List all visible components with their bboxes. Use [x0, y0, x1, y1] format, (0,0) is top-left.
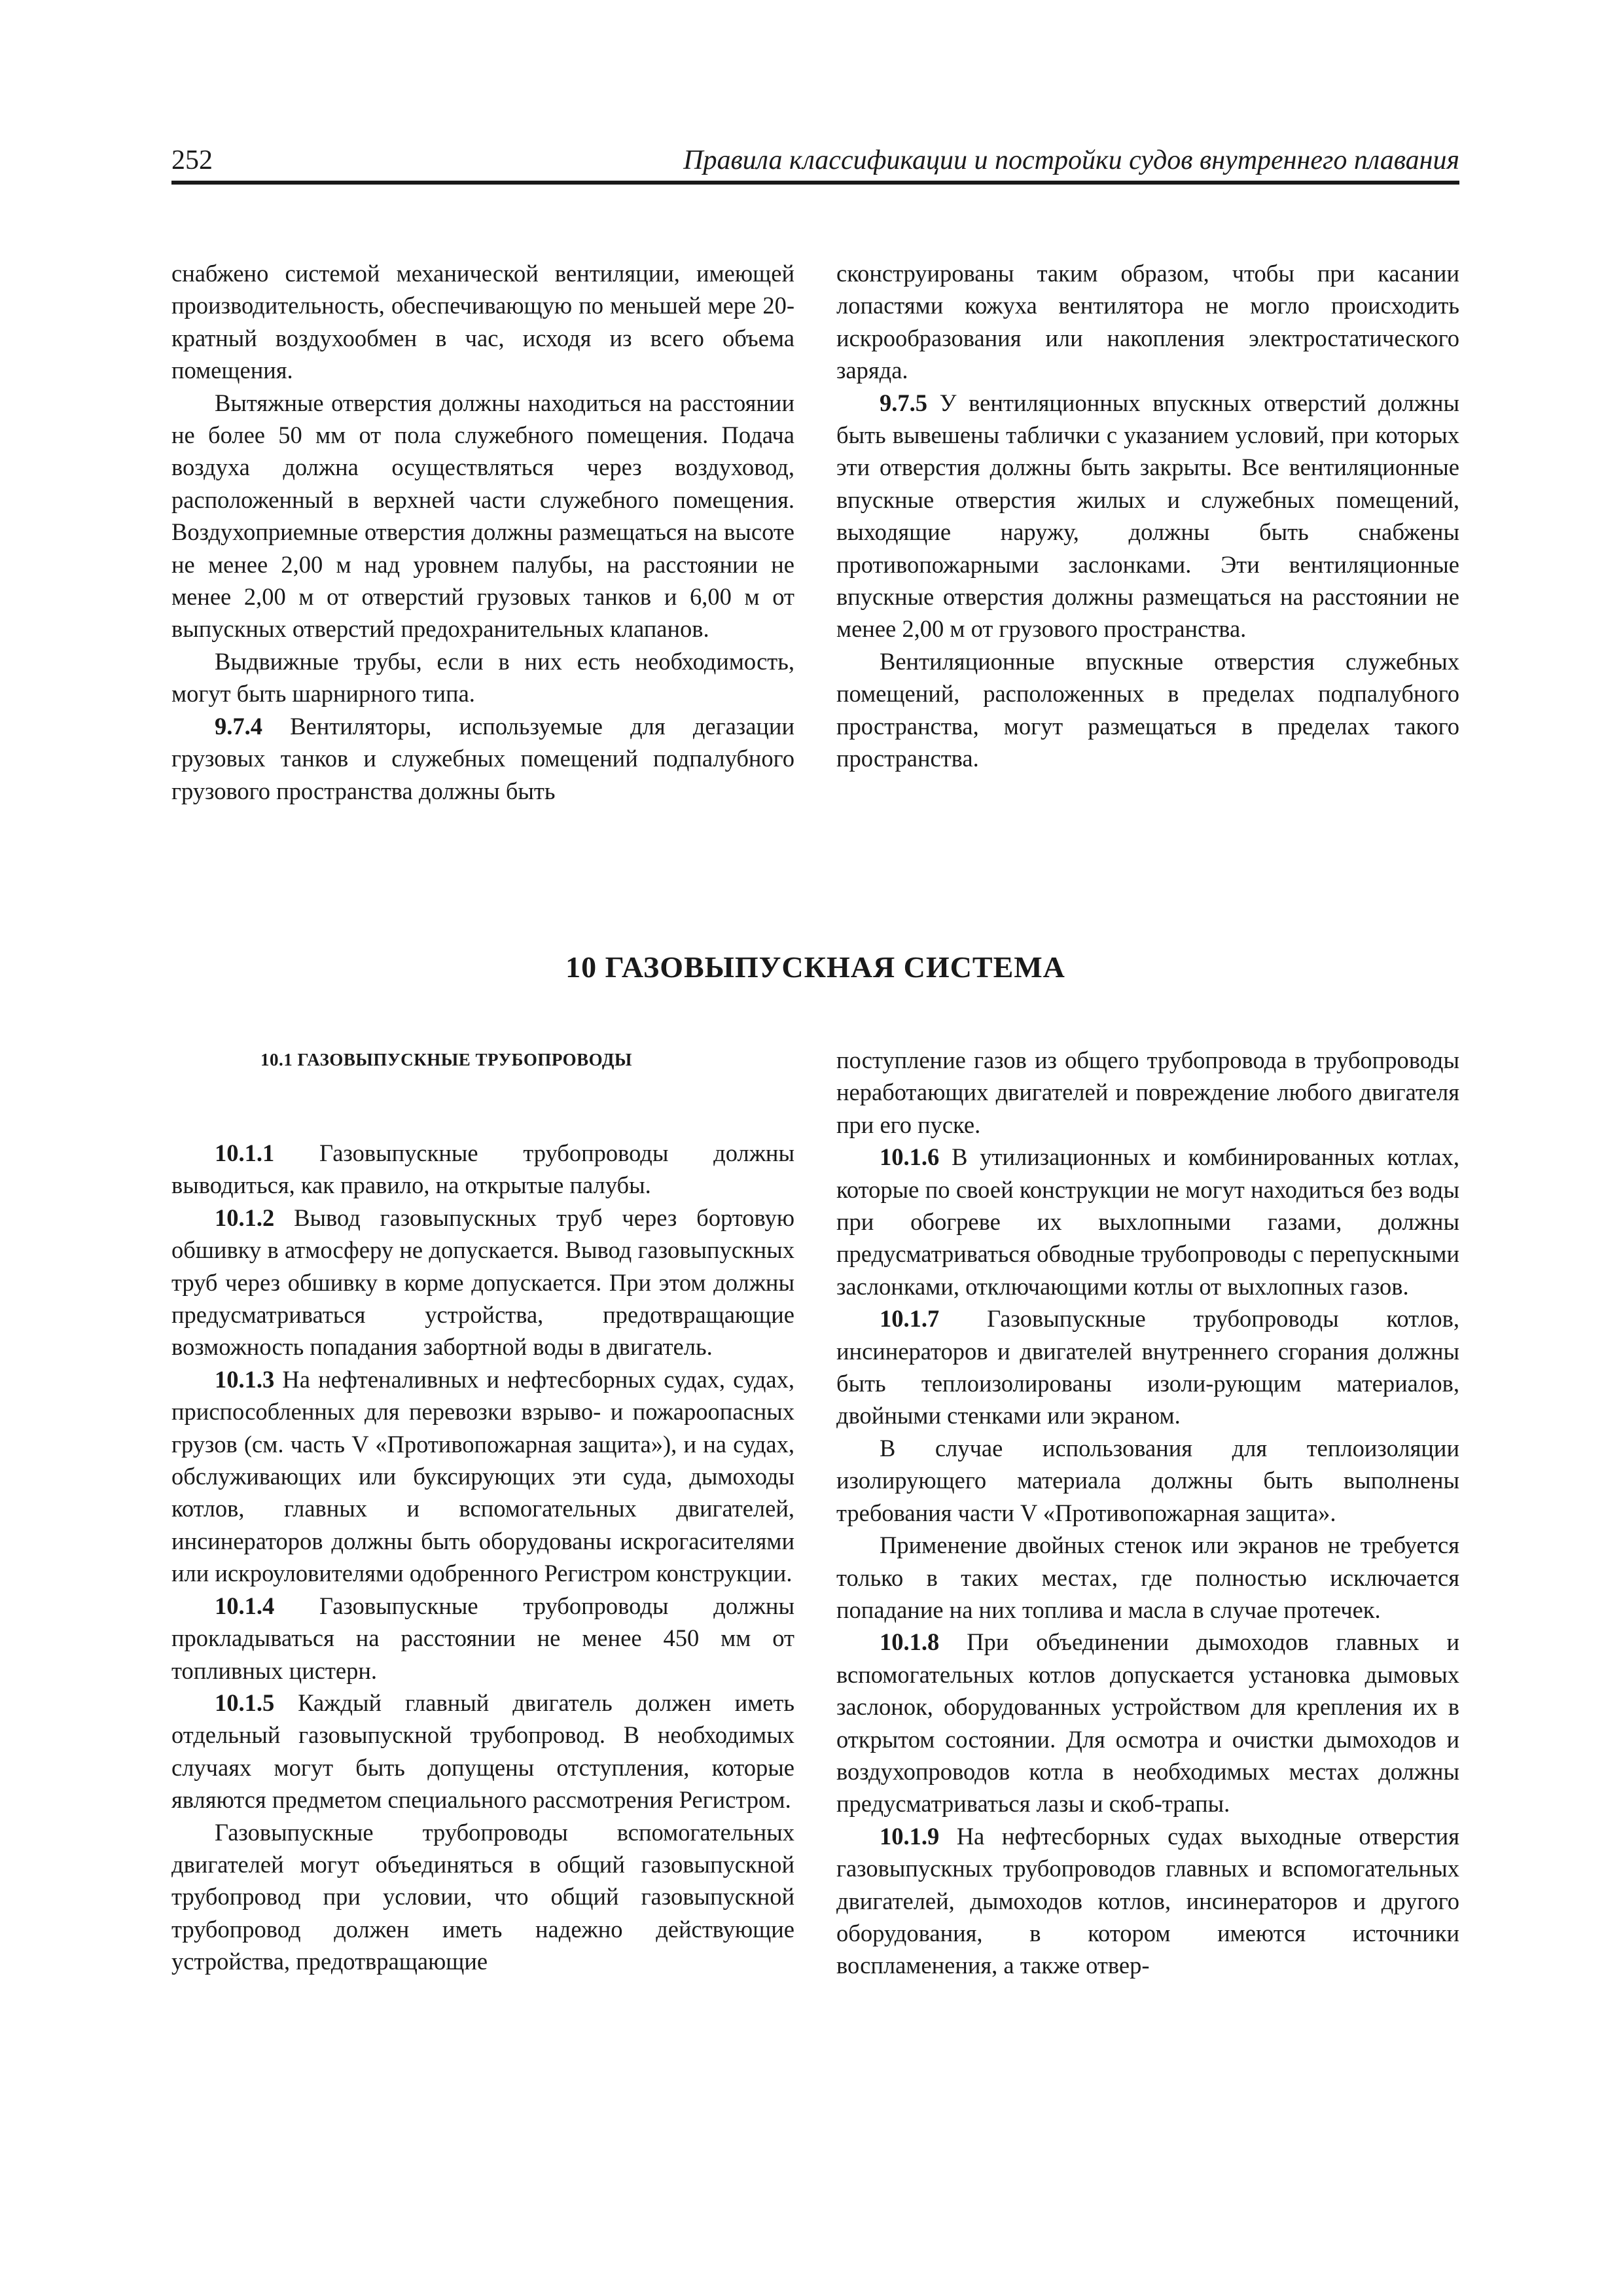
top-left-column — [171, 257, 794, 807]
running-title: Правила классификации и постройки судов внутреннего плавания — [683, 145, 1459, 175]
paragraph: сконструированы таким образом, чтобы при касании лопастями кожуха вентилятора не могло происходить искрообразования или накопления электростатического заряда. — [836, 260, 1459, 384]
top-right-column — [836, 257, 1459, 775]
bottom-right-column — [836, 1044, 1459, 1982]
paragraph-9-7-4: 9.7.4 Вентиляторы, используемые для дегазации грузовых танков и служебных помещений подпалубного грузового пространства должны быть — [171, 712, 794, 804]
paragraph: Выдвижные трубы, если в них есть необходимость, могут быть шарнирного типа. — [171, 647, 794, 708]
section-title: 10.1 ГАЗОВЫПУСКНЫЕ ТРУБОПРОВОДЫ — [260, 1050, 632, 1069]
paragraph: Применение двойных стенок или экранов не требуется только в таких местах, где полностью исключается попадание на них топлива и масла в случае протечек. — [836, 1532, 1459, 1623]
paragraph-10-1-9: 10.1.9 На нефтесборных судах выходные отверстия газовыпускных трубопроводов главных и вспомогательных двигателей, дымоходов котлов, инсинераторов и другого оборудования, в котором имеются источники воспламенения, а также отвер- — [836, 1822, 1459, 1979]
paragraph-10-1-5: 10.1.5 Каждый главный двигатель должен иметь отдельный газовыпускной трубопровод. В необходимых случаях могут быть допущены отступления, которые являются предметом специального рассмотрения Регистром. — [171, 1689, 794, 1814]
paragraph-10-1-6: 10.1.6 В утилизационных и комбинированных котлах, которые по своей конструкции не могут находиться без воды при обогреве их выхлопными газами, должны предусматриваться обводные трубопроводы с перепускными заслонками, отключающими котлы от выхлопных газов. — [836, 1143, 1459, 1300]
chapter-title: 10 ГАЗОВЫПУСКНАЯ СИСТЕМА — [565, 950, 1065, 984]
paragraph-10-1-8: 10.1.8 При объединении дымоходов главных и вспомогательных котлов допускается установка дымовых заслонок, оборудованных устройством для крепления их в открытом состоянии. Для осмотра и очистки дымоходов и воздухопроводов котла в необходимых местах должны предусматриваться лазы и скоб-трапы. — [836, 1628, 1459, 1818]
paragraph: Вентиляционные впускные отверстия служебных помещений, расположенных в пределах подпалубного пространства, могут размещаться в пределах такого пространства. — [836, 647, 1459, 772]
paragraph: поступление газов из общего трубопровода в трубопроводы неработающих двигателей и повреждение любого двигателя при его пуске. — [836, 1047, 1459, 1138]
paragraph-9-7-5: 9.7.5 У вентиляционных впускных отверстий должны быть вывешены таблички с указанием условий, при которых эти отверстия должны быть закрыты. Все вентиляционные впускные отверстия жилых и служебных помещений, выходящие наружу, должны быть снабжены противопожарными заслонками. Эти вентиляционные впускные отверстия должны размещаться на расстоянии не менее 2,00 м от грузового пространства. — [836, 389, 1459, 643]
page-header — [171, 143, 1459, 185]
paragraph-10-1-4: 10.1.4 Газовыпускные трубопроводы должны прокладываться на расстоянии не менее 450 мм от топливных цистерн. — [171, 1592, 794, 1684]
paragraph: Вытяжные отверстия должны находиться на расстоянии не более 50 мм от пола служебного помещения. Подача воздуха должна осуществляться через воздуховод, расположенный в верхней части служебного помещения. Воздухоприемные отверстия должны размещаться на высоте не менее 2,00 м над уровнем палубы, на расстоянии не менее 2,00 м от отверстий грузовых танков и 6,00 м от выпускных отверстий предохранительных клапанов. — [171, 389, 794, 643]
paragraph-10-1-2: 10.1.2 Вывод газовыпускных труб через бортовую обшивку в атмосферу не допускается. Вывод газовыпускных труб через обшивку в корме допускается. При этом должны предусматриваться устройства, предотвращающие возможность попадания забортной воды в двигатель. — [171, 1204, 794, 1361]
paragraph-10-1-7: 10.1.7 Газовыпускные трубопроводы котлов, инсинераторов и двигателей внутреннего сгорания должны быть теплоизолированы изоли-рующим материалов, двойными стенками или экраном. — [836, 1305, 1459, 1429]
paragraph: Газовыпускные трубопроводы вспомогательных двигателей могут объединяться в общий газовыпускной трубопровод при условии, что общий газовыпускной трубопровод должен иметь надежно действующие устройства, предотвращающие — [171, 1818, 794, 1975]
paragraph: снабжено системой механической вентиляции, имеющей производительность, обеспечивающую по меньшей мере 20-кратный воздухообмен в час, исходя из всего объема помещения. — [171, 260, 794, 384]
bottom-left-column — [171, 1044, 794, 1978]
page-number: 252 — [171, 145, 213, 175]
paragraph-10-1-1: 10.1.1 Газовыпускные трубопроводы должны выводиться, как правило, на открытые палубы. — [171, 1139, 794, 1199]
paragraph: В случае использования для теплоизоляции изолирующего материала должны быть выполнены требования части V «Противопожарная защита». — [836, 1434, 1459, 1526]
paragraph-10-1-3: 10.1.3 На нефтеналивных и нефтесборных судах, судах, приспособленных для перевозки взрыво- и пожароопасных грузов (см. часть V «Противопожарная защита»), и на судах, обслуживающих или буксирующих эти суда, дымоходы котлов, главных и вспомогательных двигателей, инсинераторов должны быть оборудованы искрогасителями или искроуловителями одобренного Регистром конструкции. — [171, 1365, 794, 1587]
